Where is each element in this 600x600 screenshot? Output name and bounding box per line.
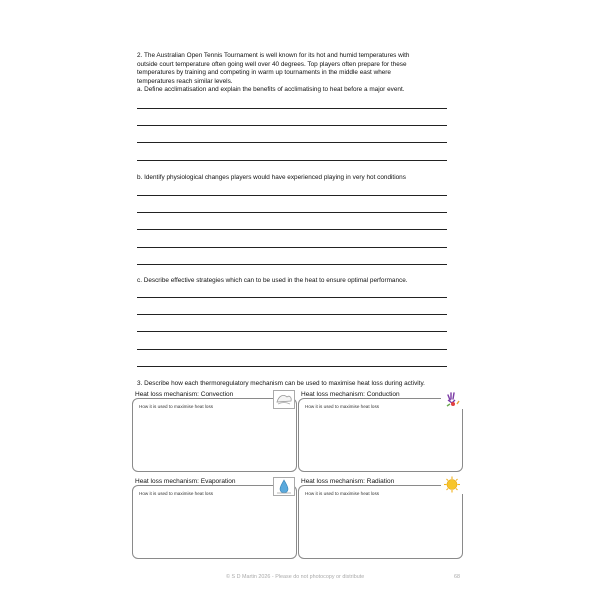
answer-lines-2b[interactable]: [137, 195, 447, 281]
evaporation-title: Heat loss mechanism: Evaporation: [135, 478, 236, 485]
question-2c-prompt: c. Describe effective strategies which can to be used in the heat to ensure optimal performance.: [137, 277, 408, 284]
intro-line-4: temperatures reach similar levels.: [137, 77, 233, 85]
radiation-title: Heat loss mechanism: Radiation: [301, 478, 395, 485]
question-2b-prompt: b. Identify physiological changes players would have experienced playing in very hot conditions: [137, 174, 406, 181]
radiation-answer-box[interactable]: [298, 478, 463, 559]
convection-answer-box[interactable]: [132, 391, 297, 472]
answer-line: [137, 142, 447, 143]
evaporation-subtitle: How it is used to maximise heat loss: [139, 491, 214, 496]
answer-lines-2a[interactable]: [137, 108, 447, 177]
answer-line: [137, 264, 447, 265]
question-2-intro: [137, 52, 457, 95]
copyright-notice: © S D Martin 2026 - Please do not photocopy or distribute: [226, 574, 365, 580]
answer-line: [137, 297, 447, 298]
intro-line-1: 2. The Australian Open Tennis Tournament is well known for its hot and humid temperatures with: [137, 52, 410, 59]
question-2a-prompt: a. Define acclimatisation and explain the benefits of acclimatising to heat before a major event.: [137, 86, 405, 94]
radiation-subtitle: How it is used to maximise heat loss: [305, 491, 380, 496]
wind-icon: [273, 390, 295, 409]
conduction-title: Heat loss mechanism: Conduction: [301, 391, 400, 398]
convection-subtitle: How it is used to maximise heat loss: [139, 404, 214, 409]
convection-title: Heat loss mechanism: Convection: [135, 391, 234, 398]
answer-line: [137, 349, 447, 350]
evaporation-answer-box[interactable]: [132, 478, 297, 559]
answer-line: [137, 331, 447, 332]
answer-line: [137, 229, 447, 230]
answer-line: [137, 125, 447, 126]
intro-line-2: outside court temperature often going well over 40 degrees. Top players often prepare for these: [137, 60, 407, 68]
question-3-prompt: 3. Describe how each thermoregulatory mechanism can be used to maximise heat loss during activity.: [137, 380, 425, 387]
sun-icon: [441, 475, 463, 494]
answer-line: [137, 160, 447, 161]
conduction-subtitle: How it is used to maximise heat loss: [305, 404, 380, 409]
answer-line: [137, 366, 447, 367]
answer-line: [137, 108, 447, 109]
answer-line: [137, 212, 447, 213]
conduction-answer-box[interactable]: [298, 391, 463, 472]
water-drop-icon: [273, 477, 295, 496]
answer-lines-2c[interactable]: [137, 297, 447, 383]
page-number: 68: [454, 574, 460, 580]
answer-line: [137, 195, 447, 196]
answer-line: [137, 247, 447, 248]
answer-line: [137, 314, 447, 315]
hand-heat-icon: [441, 390, 463, 409]
intro-line-3: temperatures by training and competing in warm up tournaments in the middle east where: [137, 69, 391, 77]
